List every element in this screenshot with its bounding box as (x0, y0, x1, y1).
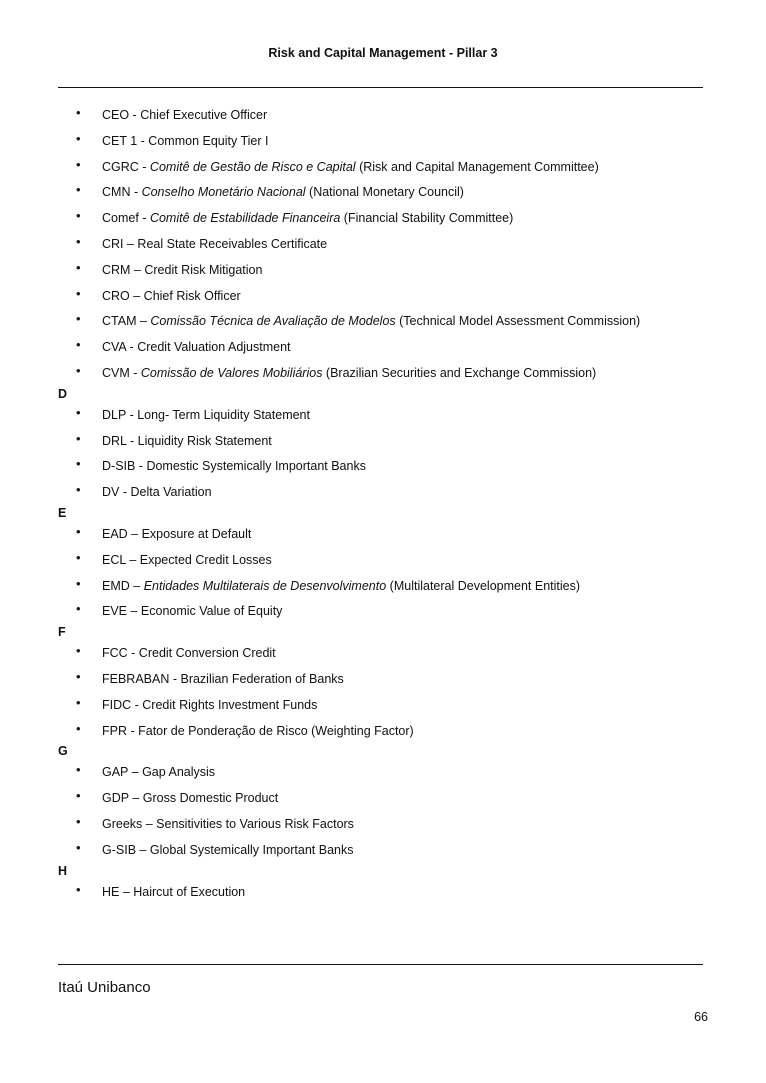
list-item-text (102, 669, 344, 689)
list-item-pre-text: CRM – Credit Risk Mitigation (102, 262, 263, 277)
list-item (0, 206, 766, 232)
list-item (0, 574, 766, 600)
page-header-title: Risk and Capital Management - Pillar 3 (268, 46, 498, 60)
list-item-text (102, 882, 245, 902)
list-item-post-text: (National Monetary Council) (305, 185, 464, 200)
list-item-text (102, 524, 251, 544)
list-item-text (102, 576, 580, 596)
list-item-text (102, 550, 272, 570)
list-item-text (102, 456, 366, 476)
list-item-text (102, 157, 599, 177)
list-item (0, 667, 766, 693)
list-item-italic-text: Comissão Técnica de Avaliação de Modelos (150, 314, 396, 329)
list-item-pre-text: FEBRABAN - Brazilian Federation of Banks (102, 671, 344, 686)
list-item-pre-text: CVM - (102, 365, 141, 380)
list-item-pre-text: GDP – Gross Domestic Product (102, 791, 279, 806)
bullet-icon: • (76, 208, 81, 224)
list-item (0, 429, 766, 455)
bullet-icon: • (76, 549, 81, 565)
list-item-pre-text: EMD – (102, 578, 144, 593)
glossary-list (0, 103, 766, 905)
bullet-icon: • (76, 601, 81, 617)
list-item-text (102, 105, 267, 125)
list-item (0, 258, 766, 284)
list-item (0, 129, 766, 155)
bullet-icon: • (76, 694, 81, 710)
list-item-text (102, 286, 241, 306)
list-item-pre-text: CGRC - (102, 159, 150, 174)
bullet-icon: • (76, 311, 81, 327)
page-number: 66 (694, 1010, 708, 1024)
list-item (0, 103, 766, 129)
list-item-text (102, 405, 310, 425)
list-item (0, 548, 766, 574)
list-item (0, 309, 766, 335)
list-item-text (102, 182, 464, 202)
list-item-italic-text: Comissão de Valores Mobiliários (140, 365, 323, 380)
section-letter: G (58, 744, 68, 759)
bullet-icon: • (76, 839, 81, 855)
list-item-text (102, 311, 640, 331)
list-item-pre-text: D-SIB - Domestic Systemically Important Banks (102, 459, 366, 474)
list-item-pre-text: GAP – Gap Analysis (102, 765, 216, 780)
section-letter: F (58, 625, 66, 640)
list-item (0, 838, 766, 864)
list-item (0, 786, 766, 812)
bullet-icon: • (76, 259, 81, 275)
bullet-icon: • (76, 285, 81, 301)
list-item (0, 693, 766, 719)
list-item-italic-text: Comitê de Estabilidade Financeira (149, 211, 341, 226)
bullet-icon: • (76, 182, 81, 198)
footer-company-name: Itaú Unibanco (58, 979, 151, 996)
list-item-pre-text: CET 1 - Common Equity Tier I (102, 133, 269, 148)
list-item-pre-text: CMN - (102, 185, 142, 200)
list-item (0, 232, 766, 258)
bullet-icon: • (76, 362, 81, 378)
list-item (0, 599, 766, 625)
list-item (0, 641, 766, 667)
list-item-text (102, 208, 513, 228)
bullet-icon: • (76, 233, 81, 249)
list-item-text (102, 721, 414, 741)
bullet-icon: • (76, 575, 81, 591)
list-item (0, 454, 766, 480)
list-item-pre-text: HE – Haircut of Execution (102, 884, 246, 899)
list-item-pre-text: CEO - Chief Executive Officer (102, 108, 268, 122)
list-item-pre-text: DV - Delta Variation (102, 485, 212, 500)
list-item-text (102, 363, 596, 383)
list-item-pre-text: ECL – Expected Credit Losses (102, 552, 272, 567)
section-letter: H (58, 863, 68, 878)
bullet-icon: • (76, 813, 81, 829)
list-item-italic-text: Comitê de Gestão de Risco e Capital (149, 159, 356, 174)
list-item-pre-text: EAD – Exposure at Default (102, 526, 252, 541)
list-item-italic-text: Entidades Multilaterais de Desenvolvimento (143, 578, 387, 593)
bullet-icon: • (76, 105, 81, 120)
bullet-icon: • (76, 156, 81, 172)
footer-divider (58, 964, 703, 965)
list-item-pre-text: CRI – Real State Receivables Certificate (102, 236, 328, 251)
list-item-pre-text: DLP - Long- Term Liquidity Statement (102, 407, 310, 422)
list-item (0, 812, 766, 838)
list-item-text (102, 234, 327, 254)
section-letter: E (58, 505, 67, 520)
list-item-text (102, 762, 215, 782)
list-item-pre-text: Greeks – Sensitivities to Various Risk Factors (102, 816, 354, 831)
header-divider (58, 87, 703, 88)
bullet-icon: • (76, 668, 81, 684)
list-item-pre-text: FCC - Credit Conversion Credit (102, 646, 276, 661)
list-item-pre-text: FPR - Fator de Ponderação de Risco (Weighting Factor) (102, 723, 414, 738)
list-item-pre-text: CRO – Chief Risk Officer (102, 288, 241, 303)
list-item-pre-text: FIDC - Credit Rights Investment Funds (102, 697, 318, 712)
list-item-text (102, 601, 282, 621)
list-item-text (102, 840, 353, 860)
bullet-icon: • (76, 130, 81, 146)
bullet-icon: • (76, 337, 81, 353)
list-item-pre-text: EVE – Economic Value of Equity (102, 604, 283, 619)
list-item-text (102, 131, 269, 151)
bullet-icon: • (76, 482, 81, 498)
list-item (0, 760, 766, 786)
list-item-pre-text: CVA - Credit Valuation Adjustment (102, 340, 291, 355)
list-item-post-text: (Technical Model Assessment Commission) (395, 314, 641, 329)
list-item (0, 335, 766, 361)
list-item-italic-text: Conselho Monetário Nacional (141, 185, 306, 200)
list-item-pre-text: DRL - Liquidity Risk Statement (102, 433, 272, 448)
list-item (0, 522, 766, 548)
list-item-pre-text: Comef - (102, 211, 150, 226)
list-item (0, 880, 766, 906)
bullet-icon: • (76, 762, 81, 778)
list-item (0, 719, 766, 745)
list-item-pre-text: G-SIB – Global Systemically Important Banks (102, 842, 354, 857)
bullet-icon: • (76, 523, 81, 539)
bullet-icon: • (76, 430, 81, 446)
list-item (0, 284, 766, 310)
list-item-post-text: (Financial Stability Committee) (340, 211, 514, 226)
list-item-post-text: (Brazilian Securities and Exchange Commission) (322, 365, 597, 380)
list-item-text (102, 337, 291, 357)
bullet-icon: • (76, 456, 81, 472)
list-item-pre-text: CTAM – (102, 314, 151, 329)
bullet-icon: • (76, 643, 81, 659)
list-item-text (102, 788, 278, 808)
list-item-post-text: (Multilateral Development Entities) (386, 578, 581, 593)
bullet-icon: • (76, 788, 81, 804)
list-item-text (102, 260, 262, 280)
list-item-text (102, 431, 272, 451)
list-item (0, 155, 766, 181)
list-item-post-text: (Risk and Capital Management Committee) (355, 159, 599, 174)
bullet-icon: • (76, 881, 81, 897)
list-item-text (102, 482, 212, 502)
list-item-text (102, 814, 354, 834)
section-letter: D (58, 386, 68, 401)
list-item-text (102, 695, 317, 715)
list-item (0, 403, 766, 429)
list-item (0, 480, 766, 506)
list-item (0, 361, 766, 387)
bullet-icon: • (76, 720, 81, 736)
list-item (0, 180, 766, 206)
bullet-icon: • (76, 404, 81, 420)
list-item-text (102, 643, 276, 663)
